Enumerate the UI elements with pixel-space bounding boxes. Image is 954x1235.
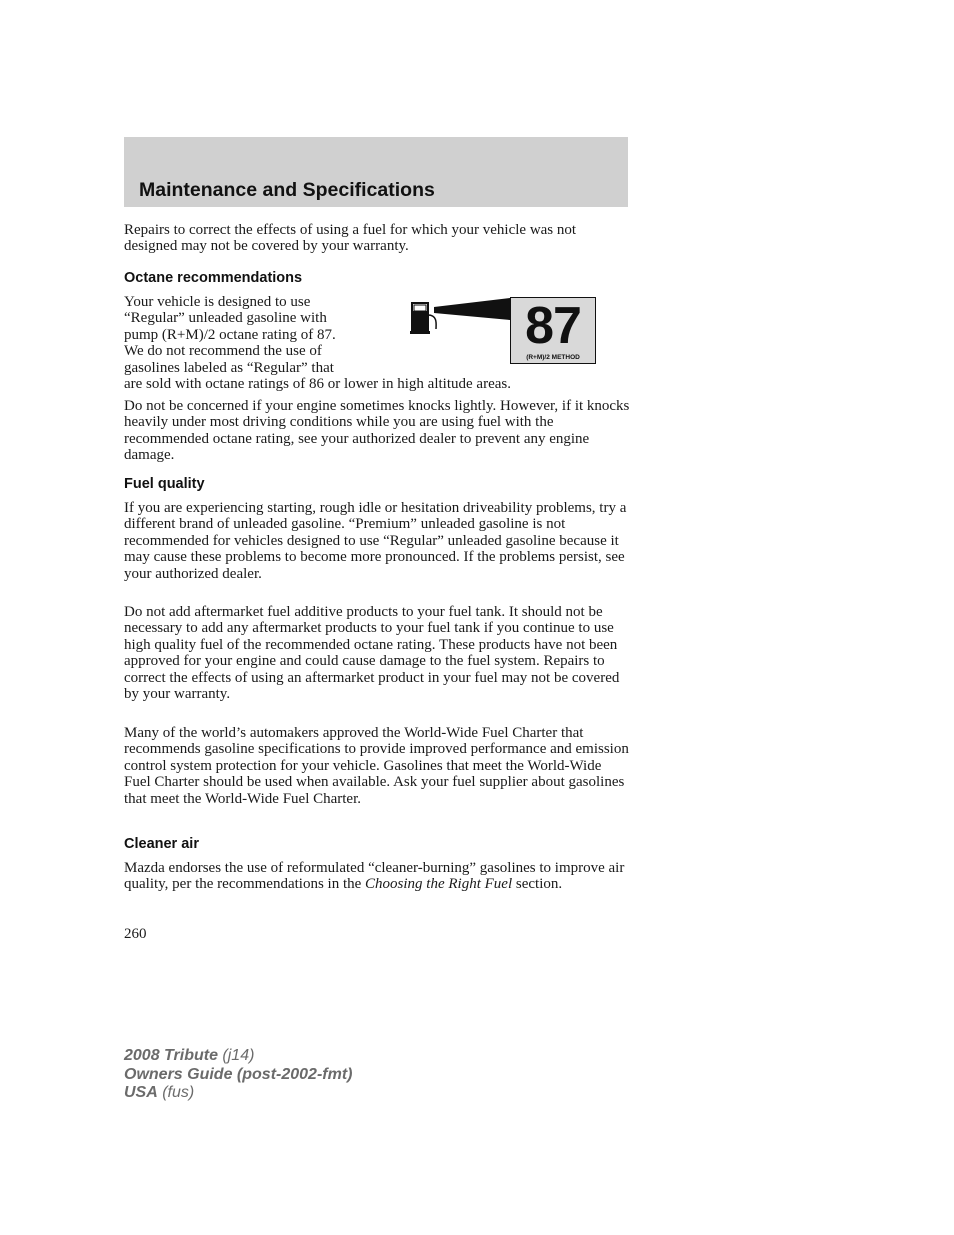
intro-block [124,222,630,255]
octane-tail-line: are sold with octane ratings of 86 or lower in high altitude areas. [124,376,511,392]
fuel-quality-paragraph: Many of the world’s automakers approved the World-Wide Fuel Charter that recommends gasoline specifications to provide improved performance and emission control system protection for your vehicle. Gasolines that meet the World-Wide Fuel Charter should be used when available. Ask your fuel supplier about gasolines that meet the World-Wide Fuel Charter. [124,725,629,807]
footer-line-3 [124,1084,352,1103]
cleaner-air-text: Mazda endorses the use of reformulated “cleaner-burning” gasolines to improve air quality, per the recommendations in the [124,860,625,893]
cleaner-air-reference: Choosing the Right Fuel [365,876,513,893]
fuel-quality-p2-block [124,604,630,702]
intro-paragraph: Repairs to correct the effects of using a fuel for which your vehicle was not designed may not be covered by your warranty. [124,222,577,255]
cleaner-air-text-end: section. [512,876,563,893]
footer-market-code: (fus) [157,1084,195,1101]
octane-line-2: “Regular” unleaded gasoline with [124,310,327,327]
knock-block [124,398,630,464]
fuel-quality-paragraph: Do not add aftermarket fuel additive products to your fuel tank. It should not be necessary to add any aftermarket products to your fuel tank if you continue to use high quality fuel of the recommended octane rating. These products have not been approved for your engine and could cause damage to the fuel system. Repairs to correct the effects of using an aftermarket product in your fuel may not be covered by your warranty. [124,604,620,703]
octane-wrap-text [124,294,414,376]
footer-line-1 [124,1047,352,1066]
cleaner-air-block [124,860,630,893]
octane-line-3: pump (R+M)/2 octane rating of 87. [124,326,336,343]
octane-line-4: We do not recommend the use of [124,343,322,360]
octane-number: 87 [525,297,581,355]
section-title: Maintenance and Specifications [139,179,435,201]
heading-cleaner-air: Cleaner air [124,836,199,852]
octane-rating-label [510,297,596,364]
footer-line-2 [124,1066,352,1085]
octane-line-1: Your vehicle is designed to use [124,294,311,310]
fuel-quality-paragraph: If you are experiencing starting, rough idle or hesitation driveability problems, try a different brand of unleaded gasoline. “Premium” unleaded gasoline is not recommended for vehicles designed to use “Regular” unleaded gasoline because it may cause these problems to become more pronounced. If the problems persist, see your authorized dealer. [124,500,627,582]
footer-model: 2008 Tribute [124,1047,218,1064]
cleaner-air-paragraph [124,860,630,893]
knock-paragraph: Do not be concerned if your engine sometimes knocks lightly. However, if it knocks heavily under most driving conditions while you are using fuel with the recommended octane rating, see your authorized dealer to prevent any engine damage. [124,398,630,464]
heading-octane: Octane recommendations [124,270,303,286]
document-footer [124,1047,352,1103]
octane-line-5: gasolines labeled as “Regular” that [124,359,334,376]
fuel-quality-p3-block [124,725,630,807]
footer-model-code: (j14) [217,1047,255,1064]
footer-market: USA [124,1084,158,1101]
page-number: 260 [124,926,147,942]
footer-guide: Owners Guide (post-2002-fmt) [124,1065,353,1083]
octane-tail-block [124,376,630,392]
heading-fuel-quality: Fuel quality [124,476,205,492]
section-header-band [124,137,628,207]
octane-method: (R+M)/2 METHOD [526,354,580,361]
fuel-quality-p1-block [124,500,630,582]
